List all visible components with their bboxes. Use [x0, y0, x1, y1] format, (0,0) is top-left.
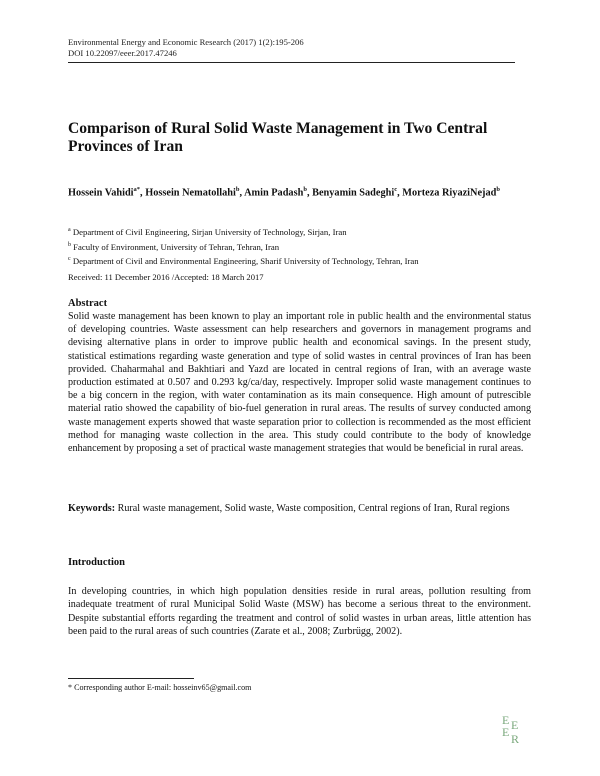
footnote: * Corresponding author E-mail: hosseinv65@gmail.com	[68, 683, 252, 692]
affiliation-text: Faculty of Environment, University of Tehran, Tehran, Iran	[71, 241, 280, 252]
affiliation-text: Department of Civil and Environmental Engineering, Sharif University of Technology, Tehran, Iran	[70, 256, 419, 267]
affiliation	[68, 253, 419, 268]
logo-letter: R	[511, 732, 520, 746]
received-accepted-dates: Received: 11 December 2016 /Accepted: 18 March 2017	[68, 272, 264, 282]
affiliation-sup: a	[68, 227, 71, 233]
journal-logo	[498, 712, 532, 746]
author-sup: b	[496, 186, 500, 193]
author-sup: b	[235, 186, 240, 193]
logo-letter: E	[511, 718, 519, 732]
keywords-text: Rural waste management, Solid waste, Waste composition, Central regions of Iran, Rural regions	[115, 503, 510, 514]
abstract-text: Solid waste management has been known to play an important role in public health and the environmental status of developing countries. Waste assessment can help researchers and governors in management programs and devising alternative plans in order to improve public health and economical savings. In the present study, statistical estimations regarding waste generation and type of solid wastes in central provinces of Iran has been provided. Chaharmahal and Bakhtiari and Yazd are located in central regions of Iran, with an average waste production estimated at 0.507 and 0.293 kg/ca/day, respectively. Improper solid waste management continues to be a big concern in the region, with water contamination as its main consequence. High amount of putrescible material ratio showed the capability of bio-fuel generation in rural areas. The results of survey conducted among waste management experts showed that waste separation prior to collection is recommended as the most efficient method for managing waste collection in the area. This study could contribute to the body of knowledge enhancement by proposing a set of practical waste management strategies that would be beneficial in rural areas.	[68, 311, 531, 455]
author-sup: c	[394, 186, 398, 193]
logo-letter: E	[502, 725, 510, 739]
keywords	[68, 502, 531, 516]
abstract-heading: Abstract	[68, 298, 108, 309]
author: Hossein Vahidi	[68, 187, 134, 199]
author: Morteza RiyaziNejad	[402, 187, 497, 199]
affiliation-sup: c	[68, 256, 71, 263]
affiliations	[68, 224, 419, 268]
author-list: Hossein Vahidi$^{a*}$, Hossein Nematollahi$^b$, Amin Padash$^b$, Benyamin Sadeghi$^c$, Morteza RiyaziNejad$^b$	[68, 186, 500, 199]
footnote-rule	[68, 678, 194, 679]
header-rule	[68, 62, 515, 63]
paper-title: Comparison of Rural Solid Waste Management in Two Central Provinces of Iran	[68, 120, 488, 155]
author-sup: a*	[133, 186, 141, 193]
affiliation-text: Department of Civil Engineering, Sirjan University of Technology, Sirjan, Iran	[70, 226, 347, 237]
author-sup: b	[303, 186, 307, 193]
keywords-label: Keywords:	[68, 503, 116, 514]
affiliation-sup: b	[68, 241, 71, 248]
journal-citation: Environmental Energy and Economic Research (2017) 1(2):195-206	[68, 37, 304, 47]
introduction-heading: Introduction	[68, 557, 125, 568]
introduction-text: In developing countries, in which high population densities reside in rural areas, pollution resulting from inadequate treatment of rural Municipal Solid Waste (MSW) has become a serious threat to the environment. Despite substantial efforts regarding the treatment and control of solid wastes in urban areas, little attention has been paid to the rural areas of such countries (Zarate et al., 2008; Zurbrügg, 2002).	[68, 586, 531, 638]
author: Amin Padash	[244, 187, 304, 199]
author: Hossein Nematollahi	[145, 187, 236, 199]
logo-letter: E	[502, 713, 510, 727]
affiliation	[68, 224, 419, 239]
affiliation	[68, 239, 419, 254]
doi: DOI 10.22097/eeer.2017.47246	[68, 48, 177, 58]
author: Benyamin Sadeghi	[312, 187, 395, 199]
journal-header	[68, 37, 304, 59]
